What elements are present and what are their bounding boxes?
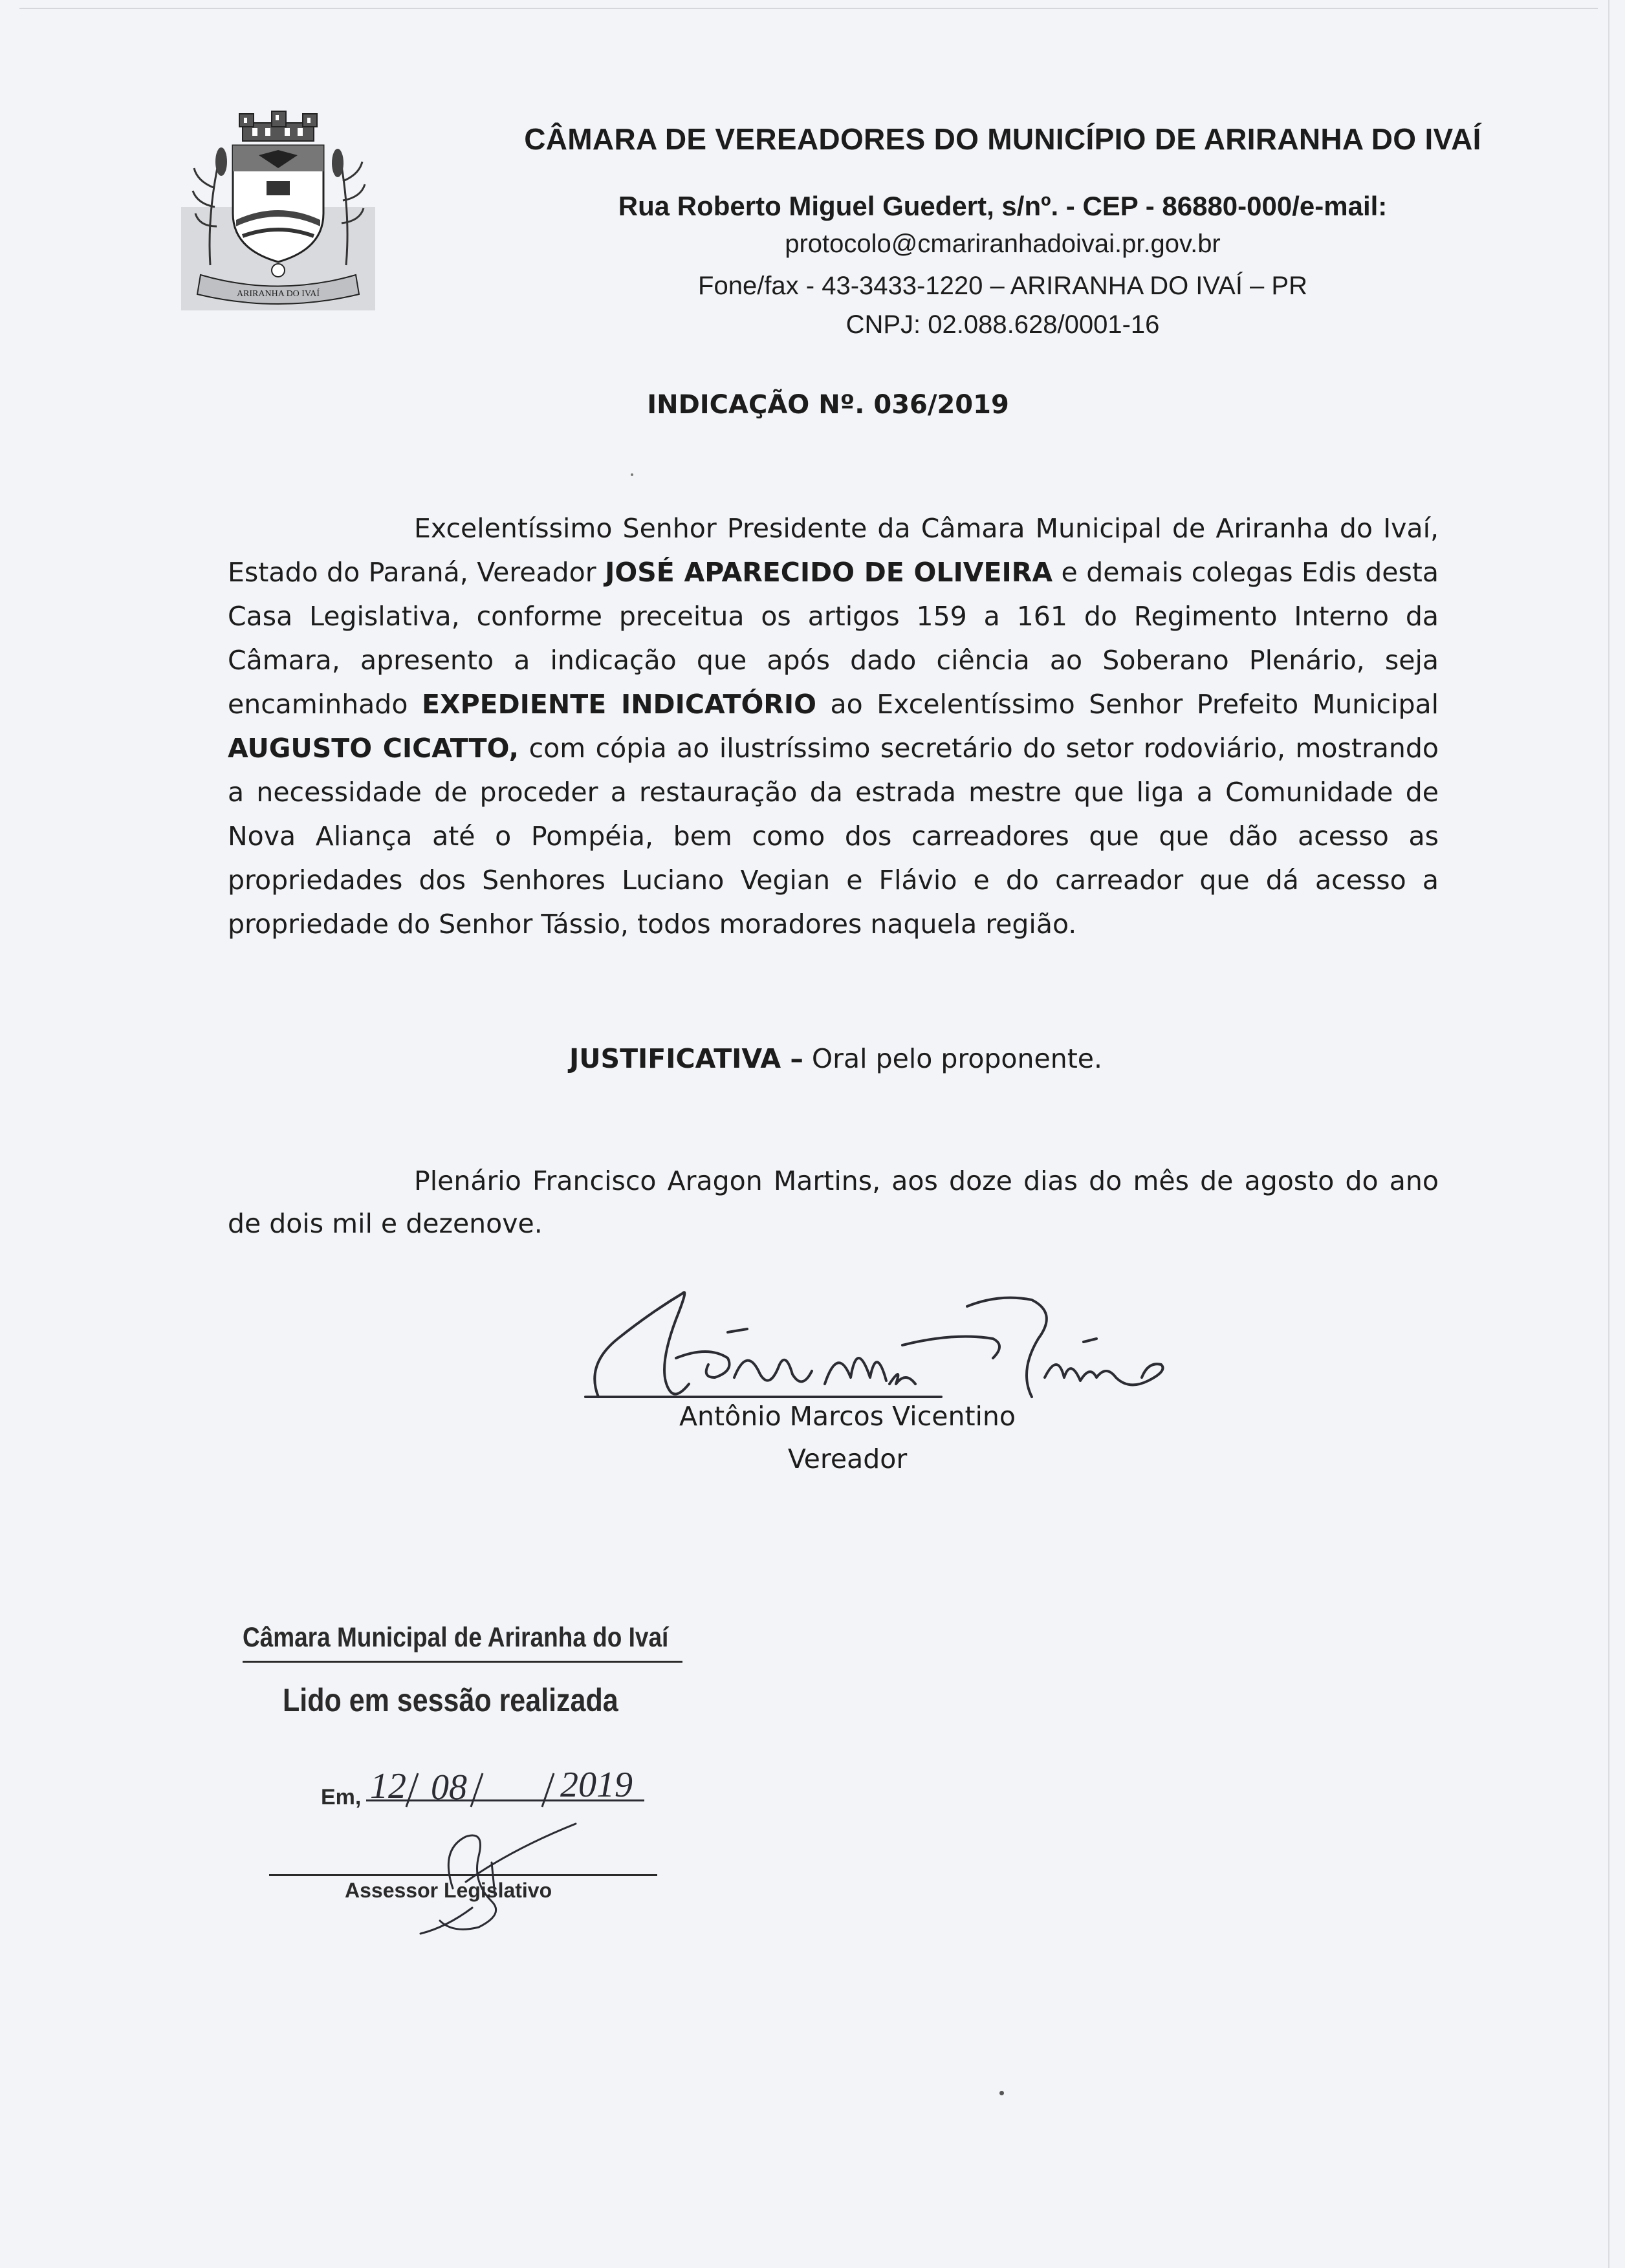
justification-label: JUSTIFICATIVA – xyxy=(569,1043,803,1074)
email-line: protocolo@cmariranhadoivai.pr.gov.br xyxy=(785,230,1221,258)
expediente-label: EXPEDIENTE INDICATÓRIO xyxy=(421,689,816,720)
stamp-handwritten-date xyxy=(366,1760,651,1812)
scan-edge-right xyxy=(1608,0,1609,2268)
justification-text: Oral pelo proponente. xyxy=(803,1043,1103,1074)
president-name: JOSÉ APARECIDO DE OLIVEIRA xyxy=(605,557,1053,588)
councillor-signature xyxy=(579,1268,1200,1416)
mayor-name: AUGUSTO CICATTO, xyxy=(228,733,519,764)
body-text-2: e demais colegas Edis desta Casa Legislativa, conforme preceitua os artigos 159 a 161 do Regimento Interno da Câmara, apresento a indicação que após dado ciência ao Soberano Plenário, seja encaminhado xyxy=(228,557,1439,720)
stamp-divider xyxy=(243,1661,682,1663)
phone-line: Fone/fax - 43-3433-1220 – ARIRANHA DO IVAÍ – PR xyxy=(698,272,1307,300)
stamp-date-label: Em, xyxy=(321,1785,362,1809)
indicacao-body xyxy=(228,506,1439,946)
assessor-signature xyxy=(382,1811,589,1940)
address-line: Rua Roberto Miguel Guedert, s/nº. - CEP - 86880-000/e-mail: xyxy=(618,191,1388,221)
stamp-date-month: 08 xyxy=(431,1767,467,1808)
stamp-date-year: 2019 xyxy=(560,1765,633,1805)
closing-paragraph: Plenário Francisco Aragon Martins, aos doze dias do mês de agosto do ano de dois mil e dezenove. xyxy=(228,1165,1439,1239)
scan-edge-top xyxy=(19,8,1598,9)
stamp-date-day: 12 xyxy=(370,1766,406,1806)
scan-speck xyxy=(631,473,633,476)
body-text-4: com cópia ao ilustríssimo secretário do setor rodoviário, mostrando a necessidade de proceder a restauração da estrada mestre que liga a Comunidade de Nova Aliança até o Pompéia, bem como dos carreadores que que dão acesso as propriedades dos Senhores Luciano Vegian e Flávio e do carreador que dá acesso a propriedade do Senhor Tássio, todos moradores naquela região. xyxy=(228,733,1439,940)
signer-role: Vereador xyxy=(787,1443,908,1474)
body-text-1: Excelentíssimo Senhor Presidente da Câmara Municipal de Ariranha do Ivaí, Estado do Paraná, Vereador xyxy=(228,513,1439,588)
stamp-read-label: Lido em sessão realizada xyxy=(283,1682,618,1718)
crest-banner-text: ARIRANHA DO IVAÍ xyxy=(236,289,320,299)
stamp-role-label: Assessor Legislativo xyxy=(345,1879,552,1902)
signer-name: Antônio Marcos Vicentino xyxy=(679,1401,1016,1432)
stamp-chamber-name: Câmara Municipal de Ariranha do Ivaí xyxy=(243,1622,669,1653)
municipal-crest-icon xyxy=(181,110,375,310)
scan-speck xyxy=(999,2091,1004,2095)
indicacao-title: INDICAÇÃO Nº. 036/2019 xyxy=(647,390,1009,420)
body-text-3: ao Excelentíssimo Senhor Prefeito Municipal xyxy=(816,689,1439,720)
justification-line xyxy=(569,1043,1190,1074)
chamber-title: CÂMARA DE VEREADORES DO MUNICÍPIO DE ARIRANHA DO IVAÍ xyxy=(524,122,1481,156)
cnpj-line: CNPJ: 02.088.628/0001-16 xyxy=(845,310,1160,339)
